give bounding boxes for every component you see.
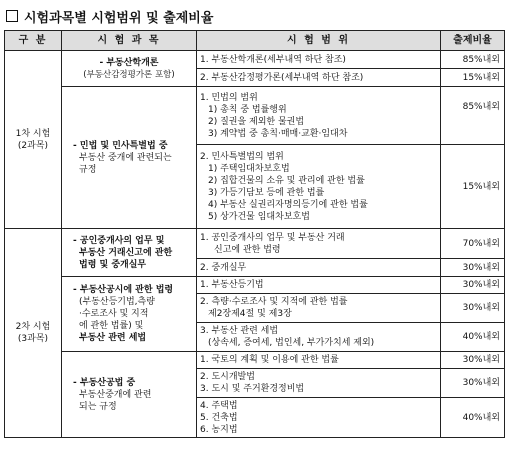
scope-cell xyxy=(197,145,441,229)
scope-cell xyxy=(197,229,441,259)
scope-text: 2. 측량·수로조사 및 지적에 관한 법률 xyxy=(200,297,348,307)
header-ratio: 출제비율 xyxy=(441,31,505,51)
exam-scope-table xyxy=(4,30,505,438)
scope-text: 3) 가등기담보 등에 관한 법률 xyxy=(208,187,325,198)
exam1-label: 1차 시험 xyxy=(15,128,51,139)
exam1-subject1-note: (부동산감정평가론 포함) xyxy=(83,69,175,80)
table-row xyxy=(5,51,505,69)
scope-text: 1. 부동산학개론(세부내역 하단 참조) xyxy=(200,54,346,65)
scope-text: 6. 농지법 xyxy=(200,424,238,435)
scope-text: 1. 공인중개사의 업무 및 부동산 거래 xyxy=(200,232,345,243)
subject-name-line: 규정 xyxy=(79,164,97,175)
scope-cell xyxy=(197,398,441,438)
scope-cell xyxy=(197,259,441,277)
exam2-subject1 xyxy=(62,229,197,277)
subject-name-line: 부동산중개에 관련 xyxy=(79,389,152,400)
scope-cell xyxy=(197,87,441,145)
scope-text: 3. 부동산 관련 세법 xyxy=(200,326,279,336)
scope-text: (상속세, 증여세, 법인세, 부가가치세 제외) xyxy=(208,338,375,348)
scope-text: 1) 주택임대차보호법 xyxy=(208,163,290,174)
subject-name-line: 부동산 관련 세법 xyxy=(79,333,147,343)
scope-text: 1. 부동산등기법 xyxy=(200,280,264,290)
ratio-cell: 30%내외 xyxy=(441,294,505,323)
scope-text: 5. 건축법 xyxy=(200,412,238,423)
subject-name-line: - 민법 및 민사특별법 중 xyxy=(73,140,168,151)
ratio-cell: 85%내외 xyxy=(441,87,505,145)
scope-text: 2. 중개실무 xyxy=(200,262,247,273)
ratio-cell: 40%내외 xyxy=(441,398,505,438)
ratio-cell: 15%내외 xyxy=(441,69,505,87)
exam1-count: (2과목) xyxy=(17,140,49,151)
ratio-cell: 40%내외 xyxy=(441,323,505,352)
ratio-cell: 30%내외 xyxy=(441,352,505,369)
scope-cell xyxy=(197,369,441,398)
subject-name-line: 부동산 거래신고에 관한 xyxy=(79,247,173,258)
scope-text: 2. 부동산감정평가론(세부내역 하단 참조) xyxy=(200,72,364,83)
scope-cell xyxy=(197,51,441,69)
subject-name-line: 에 관한 법률) 및 xyxy=(79,321,144,331)
section-title xyxy=(6,6,213,26)
ratio-cell: 30%내외 xyxy=(441,259,505,277)
checkbox-square-icon xyxy=(6,10,18,22)
scope-text: 5) 상가건물 임대차보호법 xyxy=(208,211,310,222)
subject-name-line: (부동산등기법,측량 xyxy=(79,297,155,307)
ratio-cell: 70%내외 xyxy=(441,229,505,259)
exam1-label-cell xyxy=(5,51,62,229)
scope-text: 4. 주택법 xyxy=(200,400,238,411)
scope-text: 2. 도시개발법 xyxy=(200,372,255,382)
exam2-count: (3과목) xyxy=(17,334,49,344)
header-subject: 시 험 과 목 xyxy=(62,31,197,51)
subject-name-line: - 부동산공시에 관한 법령 xyxy=(73,285,174,295)
scope-text: 3) 계약법 중 총칙·매매·교환·임대차 xyxy=(208,128,348,139)
scope-text: 1. 국토의 계획 및 이용에 관한 법률 xyxy=(200,355,339,365)
exam2-subject3 xyxy=(62,352,197,438)
scope-cell xyxy=(197,352,441,369)
table-row xyxy=(5,277,505,294)
exam1-subject2 xyxy=(62,87,197,229)
scope-cell xyxy=(197,294,441,323)
scope-text: 2. 민사특별법의 범위 xyxy=(200,151,284,162)
ratio-cell: 15%내외 xyxy=(441,145,505,229)
scope-text: 3. 도시 및 주거환경정비법 xyxy=(200,384,305,394)
exam2-subject2 xyxy=(62,277,197,352)
subject-name-line: 법령 및 중개실무 xyxy=(79,259,147,270)
subject-name-line: ·수로조사 및 지적 xyxy=(79,309,149,319)
exam2-label: 2차 시험 xyxy=(15,322,51,332)
exam1-subject1-name: - 부동산학개론 xyxy=(99,57,159,68)
table-row xyxy=(5,87,505,145)
scope-text: 신고에 관한 법령 xyxy=(214,244,281,255)
subject-name-line: 되는 규정 xyxy=(79,401,117,412)
scope-text: 2) 질권을 제외한 물권법 xyxy=(208,116,305,127)
scope-text: 2) 집합건물의 소유 및 관리에 관한 법률 xyxy=(208,175,365,186)
subject-name-line: 부동산 중개에 관련되는 xyxy=(79,152,172,163)
header-scope: 시 험 범 위 xyxy=(197,31,441,51)
subject-name-line: - 부동산공법 중 xyxy=(73,377,136,388)
table-row xyxy=(5,229,505,259)
scope-cell xyxy=(197,69,441,87)
table-row xyxy=(5,352,505,369)
header-category: 구 분 xyxy=(5,31,62,51)
scope-text: 1. 민법의 범위 xyxy=(200,92,258,103)
section-title-text: 시험과목별 시험범위 및 출제비율 xyxy=(24,10,214,26)
exam2-label-cell xyxy=(5,229,62,438)
ratio-cell: 30%내외 xyxy=(441,369,505,398)
scope-text: 제2장제4절 및 제3장 xyxy=(208,309,292,319)
scope-cell xyxy=(197,323,441,352)
table-header-row xyxy=(5,31,505,51)
ratio-cell: 85%내외 xyxy=(441,51,505,69)
scope-text: 1) 총칙 중 법률행위 xyxy=(208,104,287,115)
scope-text: 4) 부동산 실권리자명의등기에 관한 법률 xyxy=(208,199,368,210)
exam1-subject1 xyxy=(62,51,197,87)
subject-name-line: - 공인중개사의 업무 및 xyxy=(73,235,165,246)
scope-cell xyxy=(197,277,441,294)
ratio-cell: 30%내외 xyxy=(441,277,505,294)
